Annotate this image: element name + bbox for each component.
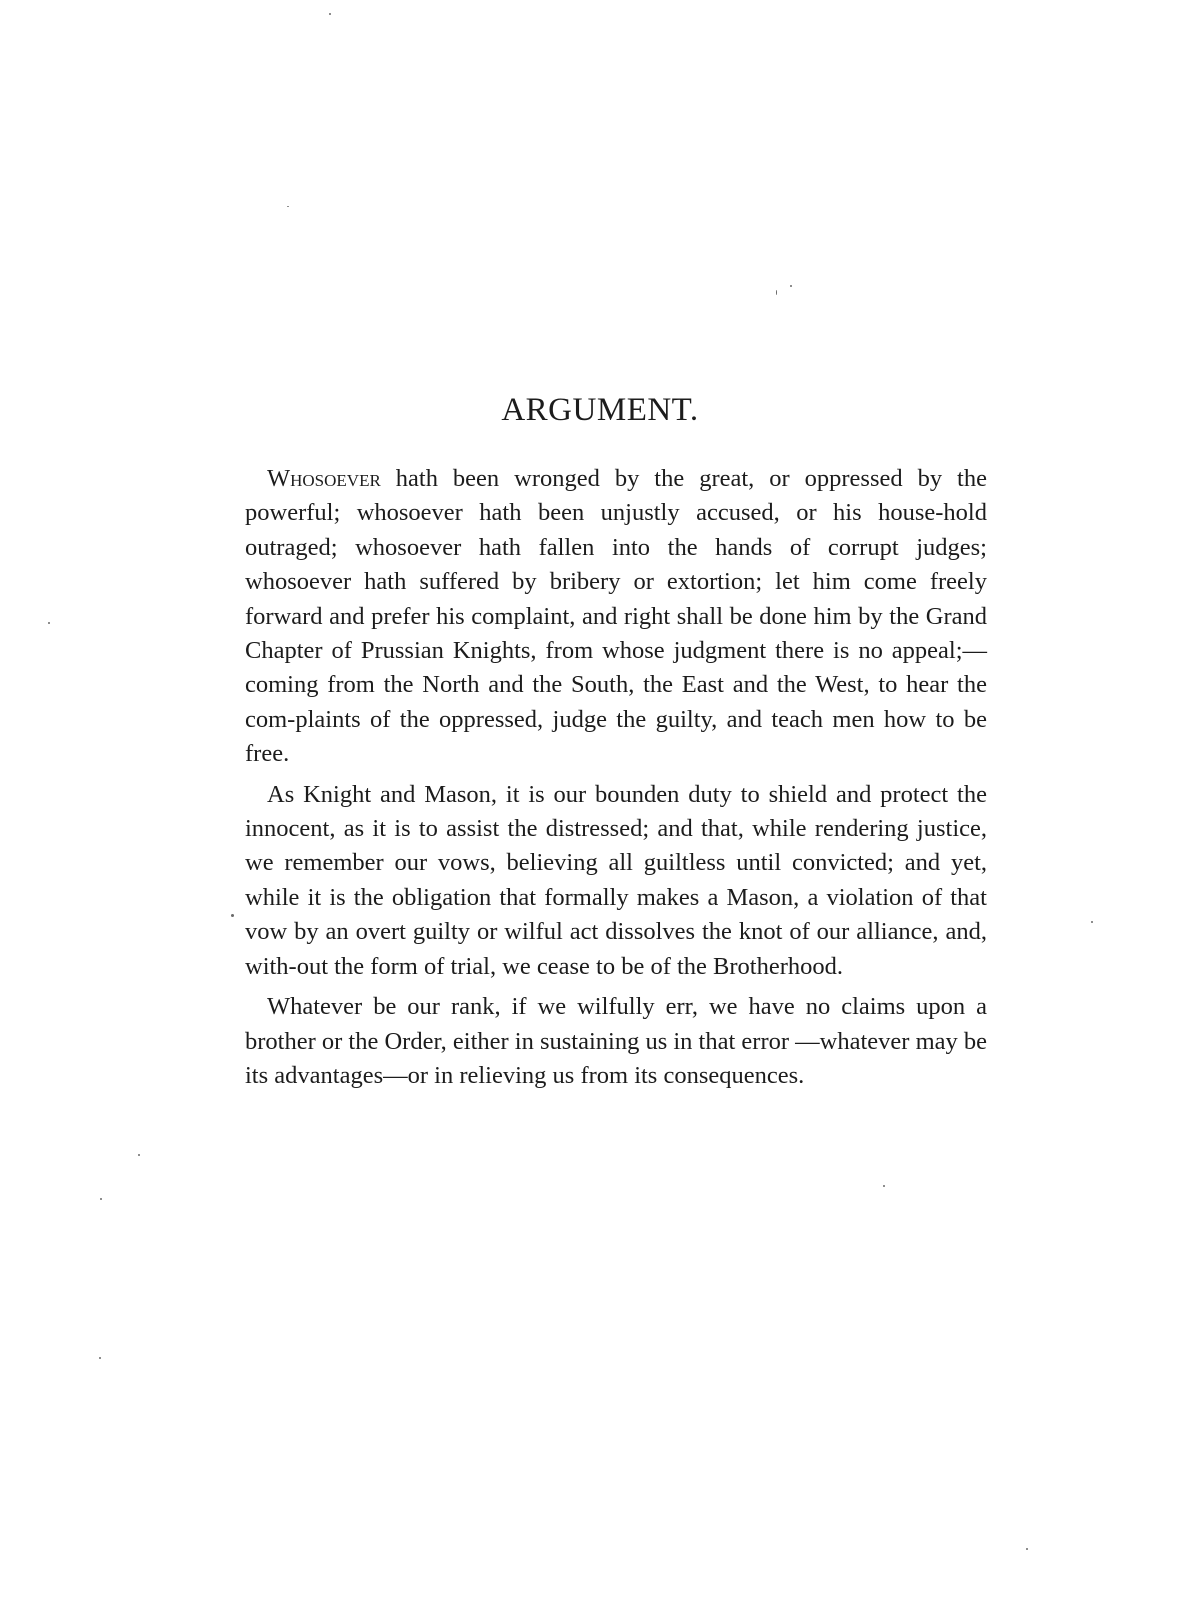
- scan-speck: [329, 13, 331, 15]
- scan-speck: [100, 1198, 102, 1200]
- scan-speck: [1091, 921, 1093, 923]
- paragraph-text: Whatever be our rank, if we wilfully err, we have no claims upon a brother or the Order, either in sustaining us in that error —whatever may be its advantages—or in relieving us from its consequences.: [245, 993, 987, 1089]
- scan-speck: [1026, 1548, 1028, 1550]
- scan-speck: [287, 206, 289, 207]
- paragraph-text: hath been wronged by the great, or oppressed by the powerful; whosoever hath been unjustly accused, or his house-hold outraged; whosoever hath fallen into the hands of corrupt judges; whosoever hath suffered by bribery or extortion; let him come freely forward and prefer his complaint, and right shall be done him by the Grand Chapter of Prussian Knights, from whose judgment there is no appeal;—coming from the North and the South, the East and the West, to hear the com-plaints of the oppressed, judge the guilty, and teach men how to be free.: [245, 465, 987, 768]
- scan-speck: [790, 285, 792, 287]
- scan-speck: [48, 622, 50, 624]
- scan-speck: [138, 1154, 140, 1156]
- paragraph: [245, 462, 987, 772]
- paragraph-lead-word: Whosoever: [267, 465, 381, 492]
- paragraph: [245, 778, 987, 984]
- scan-speck: [99, 1357, 101, 1359]
- scan-speck: [776, 290, 777, 295]
- page-title: ARGUMENT.: [501, 392, 699, 428]
- scan-speck: [883, 1185, 885, 1187]
- body-text: [245, 462, 987, 1093]
- paragraph: [245, 990, 987, 1093]
- scan-speck: [231, 914, 234, 917]
- paragraph-text: As Knight and Mason, it is our bounden duty to shield and protect the innocent, as it is to assist the distressed; and that, while rendering justice, we remember our vows, believing all guiltless until convicted; and yet, while it is the obligation that formally makes a Mason, a violation of that vow by an overt guilty or wilful act dissolves the knot of our alliance, and, with-out the form of trial, we cease to be of the Brotherhood.: [245, 780, 987, 980]
